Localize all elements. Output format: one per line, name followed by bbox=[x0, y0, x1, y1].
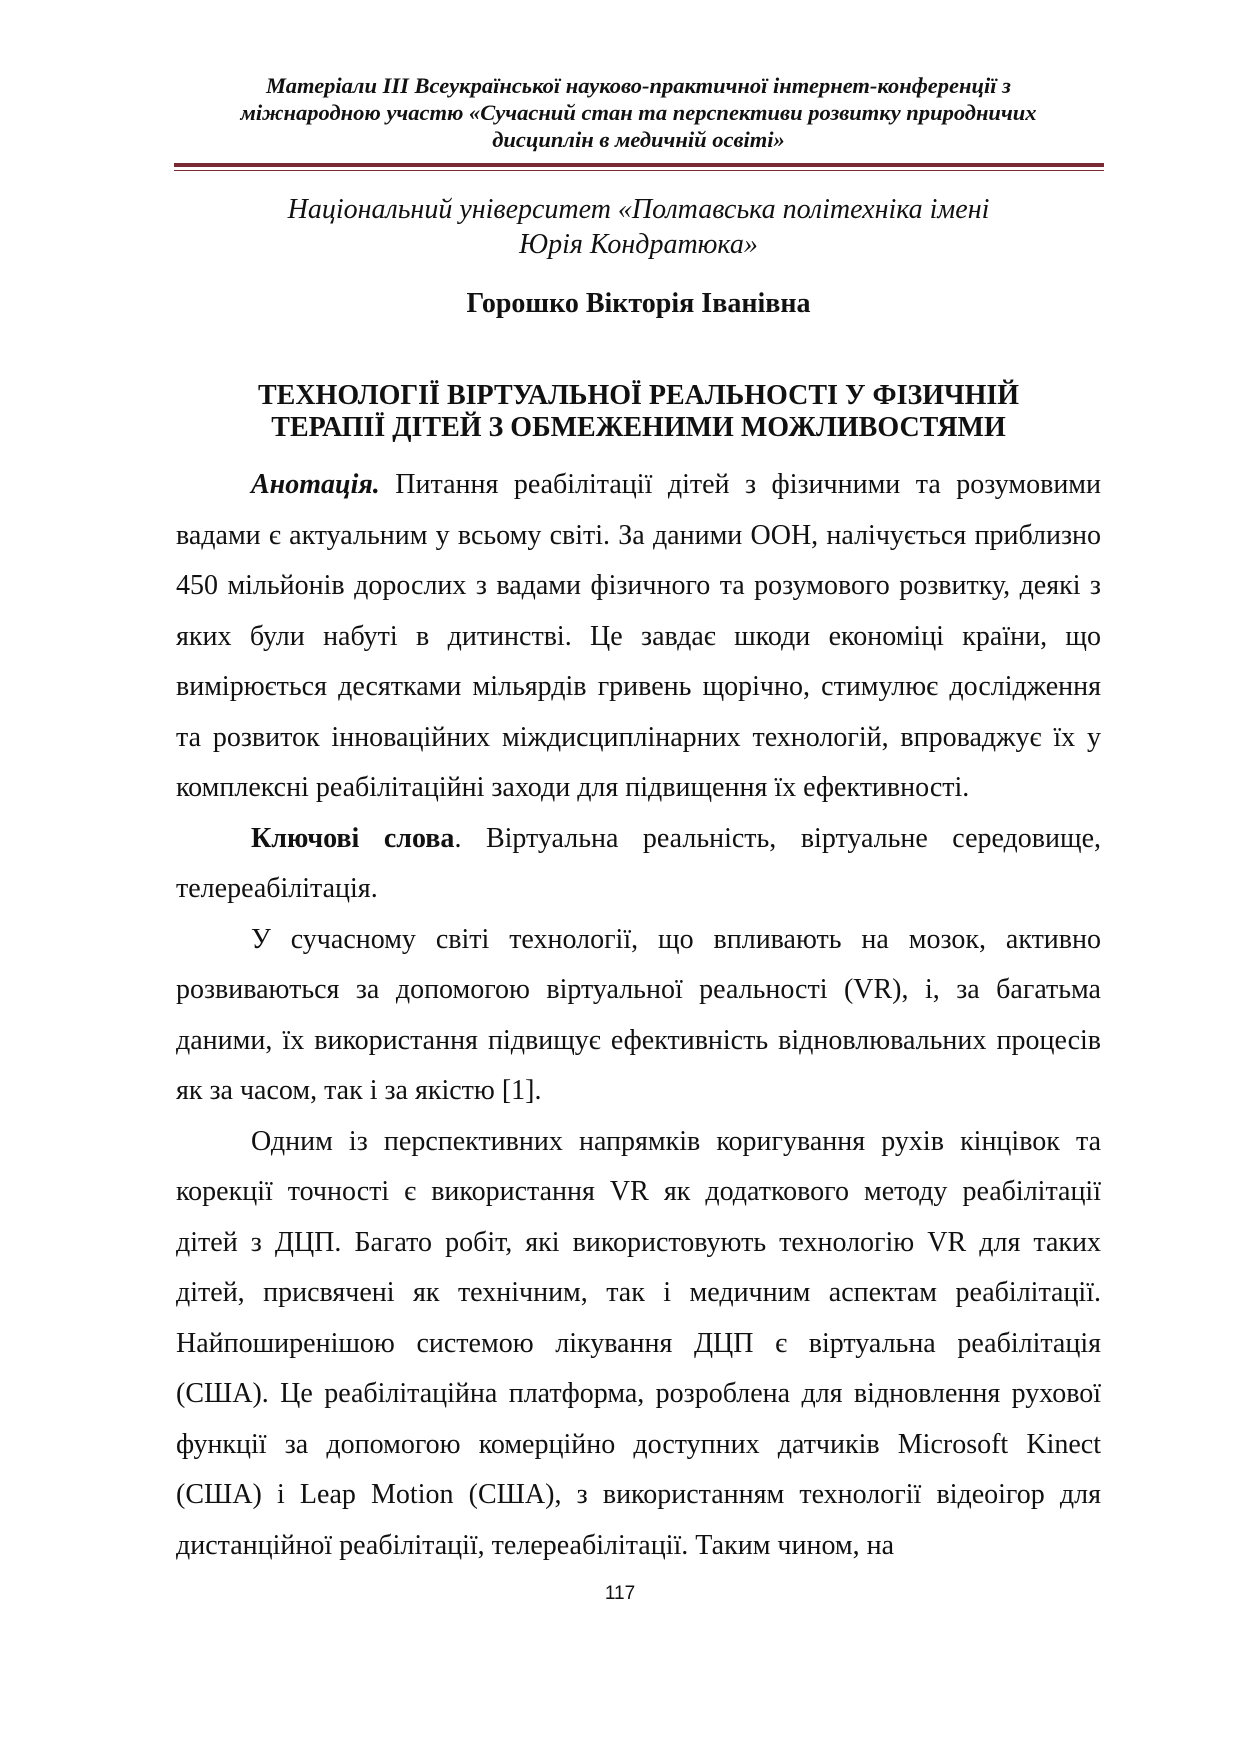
title-line-2: ТЕРАПІЇ ДІТЕЙ З ОБМЕЖЕНИМИ МОЖЛИВОСТЯМИ bbox=[271, 412, 1006, 443]
abstract-paragraph bbox=[176, 460, 1101, 814]
abstract-text: Питання реабілітації дітей з фізичними та розумовими вадами є актуальним у всьому світі. За даними ООН, налічується приблизно 450 мільйонів дорослих з вадами фізичного та розумового розвитку, деякі з яких були набуті в дитинстві. Це завдає шкоди економіці країни, що вимірюється десятками мільярдів гривень щорічно, стимулює дослідження та розвиток інноваційних міждисциплінарних технологій, впроваджує їх у комплексні реабілітаційні заходи для підвищення їх ефективності. bbox=[176, 469, 1102, 803]
keywords-paragraph bbox=[176, 814, 1101, 915]
keywords-label: Ключові слова bbox=[251, 822, 455, 854]
title-line-1: ТЕХНОЛОГІЇ ВІРТУАЛЬНОЇ РЕАЛЬНОСТІ У ФІЗИЧНІЙ bbox=[257, 380, 1020, 411]
article-title bbox=[176, 380, 1101, 444]
header-line-3: дисциплін в медичній освіті» bbox=[492, 127, 785, 152]
header-line-1: Матеріали III Всеукраїнської науково-практичної інтернет-конференції з bbox=[266, 73, 1011, 98]
author-name: Горошко Вікторія Іванівна bbox=[466, 288, 811, 319]
affiliation-line-2: Юрія Кондратюка» bbox=[519, 229, 758, 260]
page-number: 117 bbox=[604, 1583, 636, 1604]
running-header bbox=[176, 72, 1101, 153]
abstract-label: Анотація. bbox=[251, 469, 380, 500]
affiliation-line-1: Національний університет «Полтавська політехніка імені bbox=[287, 194, 990, 225]
header-line-2: міжнародною участю «Сучасний стан та перспективи розвитку природничих bbox=[240, 100, 1037, 125]
header-rule-thin bbox=[174, 170, 1104, 171]
body-paragraph-2: Одним із перспективних напрямків коригування рухів кінцівок та корекції точності є використання VR як додаткового методу реабілітації дітей з ДЦП. Багато робіт, які використовують технологію VR для таких дітей, присвячені як технічним, так і медичним аспектам реабілітації. Найпоширенішою системою лікування ДЦП є віртуальна реабілітація (США). Це реабілітаційна платформа, розроблена для відновлення рухової функції за допомогою комерційно доступних датчиків Microsoft Kinect (США) і Leap Motion (США), з використанням технології відеоігор для дистанційної реабілітації, телереабілітації. Таким чином, на bbox=[176, 1125, 1101, 1561]
keywords-text: . Віртуальна реальність, віртуальне середовище, телереабілітація. bbox=[176, 822, 1101, 904]
body-paragraph-1: У сучасному світі технології, що впливають на мозок, активно розвиваються за допомогою віртуальної реальності (VR), і, за багатьма даними, їх використання підвищує ефективність відновлювальних процесів як за часом, так і за якістю [1]. bbox=[176, 923, 1101, 1106]
article-body bbox=[176, 460, 1101, 1571]
affiliation bbox=[176, 192, 1101, 262]
header-rule-thick bbox=[174, 163, 1104, 167]
